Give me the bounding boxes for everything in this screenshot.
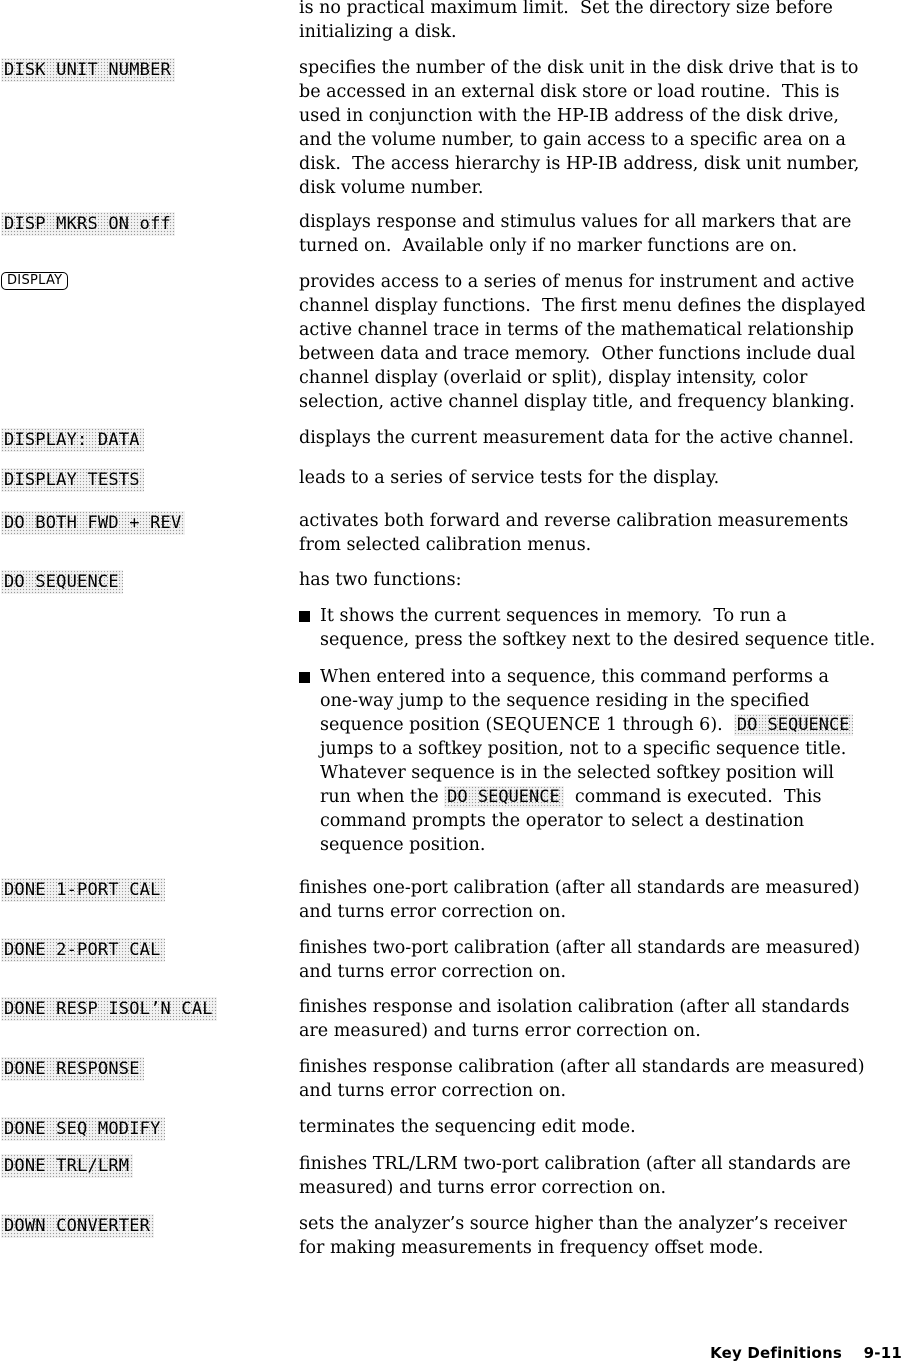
bullet-text-part: When entered into a sequence, this command performs a one-way jump to the sequence residing in the specified sequence position (SEQUENCE 1 through 6). [320, 667, 829, 735]
softkey-disp-mkrs-on-off: DISP MKRS ON off [1, 212, 175, 236]
softkey-display-tests: DISPLAY TESTS [1, 468, 144, 492]
bullet-text [320, 665, 906, 857]
entry-description: finishes TRL/LRM two-port calibration (after all standards are measured) and turns error correction on. [299, 1154, 851, 1198]
entry-description: displays response and stimulus values for all markers that are turned on. Available only if no marker functions are on. [299, 212, 852, 256]
bullet-square-icon [299, 611, 310, 622]
bullet-text-part: command is executed. This command prompts the operator to select a destination sequence position. [320, 787, 822, 855]
entry-description: finishes response and isolation calibration (after all standards are measured) and turns error correction on. [299, 997, 850, 1041]
softkey-done-1-port-cal: DONE 1-PORT CAL [1, 878, 165, 902]
footer-page-number: 9-11 [863, 1344, 902, 1362]
bullet-square-icon [299, 672, 310, 683]
bullet-text: It shows the current sequences in memory. To run a sequence, press the softkey next to the desired sequence title. [320, 606, 876, 650]
entry-description: activates both forward and reverse calibration measurements from selected calibration menus. [299, 511, 849, 555]
entry-description: specifies the number of the disk unit in the disk drive that is to be accessed in an external disk store or load routine. This is used in conjunction with the HP-IB address of the disk drive, and the volume number, to gain access to a specific area on a disk. The access hierarchy is HP-IB address, disk unit number, disk volume number. [299, 58, 860, 198]
entry-description: sets the analyzer’s source higher than the analyzer’s receiver for making measurements in frequency offset mode. [299, 1214, 847, 1258]
entry-description: provides access to a series of menus for instrument and active channel display functions. The first menu defines the displayed active channel trace in terms of the mathematical relationship between data and trace memory. Other functions include dual channel display (overlaid or split), display intensity, color selection, active channel display title, and frequency blanking. [299, 272, 866, 412]
softkey-do-sequence: DO SEQUENCE [1, 570, 123, 594]
softkey-display-data: DISPLAY: DATA [1, 428, 144, 452]
page-footer [710, 1343, 902, 1363]
hardkey-display: DISPLAY [1, 272, 68, 290]
softkey-done-resp-isoln-cal: DONE RESP ISOL’N CAL [1, 997, 217, 1021]
softkey-done-response: DONE RESPONSE [1, 1057, 144, 1081]
footer-section-title: Key Definitions [710, 1344, 842, 1362]
entry-description: has two functions: [299, 570, 462, 590]
continuation-text: is no practical maximum limit. Set the directory size before initializing a disk. [299, 0, 833, 42]
entry-description: displays the current measurement data for the active channel. [299, 428, 854, 448]
entry-description: finishes two-port calibration (after all standards are measured) and turns error correction on. [299, 938, 861, 982]
inline-softkey-do-sequence: DO SEQUENCE [734, 714, 854, 736]
entry-description: terminates the sequencing edit mode. [299, 1117, 636, 1137]
softkey-do-both-fwd-rev: DO BOTH FWD + REV [1, 511, 185, 535]
entry-description: finishes response calibration (after all standards are measured) and turns error correction on. [299, 1057, 865, 1101]
entry-description: finishes one-port calibration (after all standards are measured) and turns error correction on. [299, 878, 860, 922]
softkey-disk-unit-number: DISK UNIT NUMBER [1, 58, 175, 82]
entry-description: leads to a series of service tests for the display. [299, 468, 720, 488]
softkey-done-trl-lrm: DONE TRL/LRM [1, 1154, 133, 1178]
softkey-done-2-port-cal: DONE 2-PORT CAL [1, 938, 165, 962]
softkey-done-seq-modify: DONE SEQ MODIFY [1, 1117, 165, 1141]
softkey-down-converter: DOWN CONVERTER [1, 1214, 154, 1238]
inline-softkey-do-sequence: DO SEQUENCE [444, 786, 564, 808]
bullet-text-part: jumps to a softkey position, not to a specific sequence title. Whatever sequence is in the selected softkey position will run when the [320, 739, 847, 807]
